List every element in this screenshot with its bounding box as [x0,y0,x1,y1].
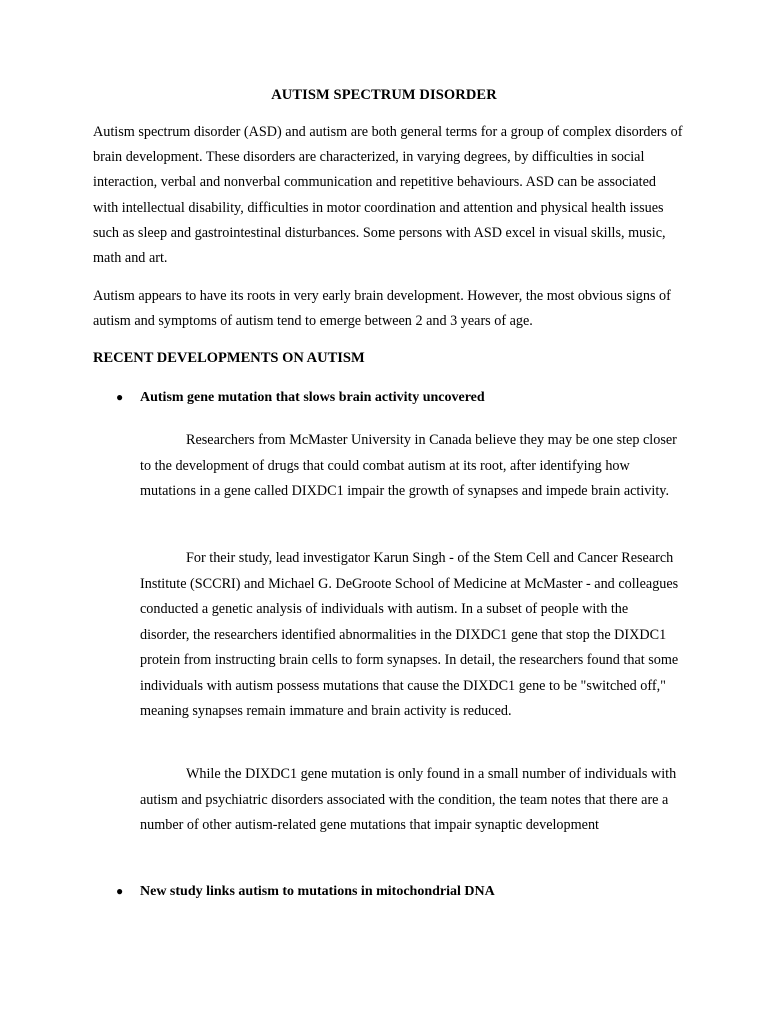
intro-paragraph: Autism spectrum disorder (ASD) and autism are both general terms for a group of complex disorders of brain development. These disorders are characterized, in varying degrees, by difficulties in social interaction, verbal and nonverbal communication and repetitive behaviours. ASD can be associated with intellectual disability, difficulties in motor coordination and attention and physical health issues such as sleep and gastrointestinal disturbances. Some persons with ASD excel in visual skills, music, math and art. [93,124,683,267]
body-paragraph-text: For their study, lead investigator Karun Singh - of the Stem Cell and Cancer Research Institute (SCCRI) and Michael G. DeGroote School of Medicine at McMaster - and colleagues conducted a genetic analysis of individuals with autism. In a subset of people with the disorder, the researchers identified abnormalities in the DIXDC1 gene that stop the DIXDC1 protein from instructing brain cells to form synapses. In detail, the researchers found that some individuals with autism possess mutations that cause the DIXDC1 gene to be "switched off," meaning synapses remain immature and brain activity is reduced. [140,550,679,719]
section-heading: RECENT DEVELOPMENTS ON AUTISM [93,350,365,366]
intro-paragraph: Autism appears to have its roots in very early brain development. However, the most obvious signs of autism and symptoms of autism tend to emerge between 2 and 3 years of age. [93,288,671,330]
bullet-title: Autism gene mutation that slows brain activity uncovered [140,390,485,405]
body-paragraph-text: Researchers from McMaster University in Canada believe they may be one step closer to the development of drugs that could combat autism at its root, after identifying how mutations in a gene called DIXDC1 impair the growth of synapses and impede brain activity. [140,432,677,499]
bullet-icon: ● [116,390,124,404]
body-paragraph [140,546,680,725]
body-paragraph-text: While the DIXDC1 gene mutation is only found in a small number of individuals with autism and psychiatric disorders associated with the condition, the team notes that there are a number of other autism-related gene mutations that impair synaptic development [140,766,677,833]
bullet-title: New study links autism to mutations in mitochondrial DNA [140,884,495,899]
body-paragraph [140,762,680,839]
bullet-icon: ● [116,884,124,898]
body-paragraph [140,428,680,505]
document-title: AUTISM SPECTRUM DISORDER [271,87,497,103]
